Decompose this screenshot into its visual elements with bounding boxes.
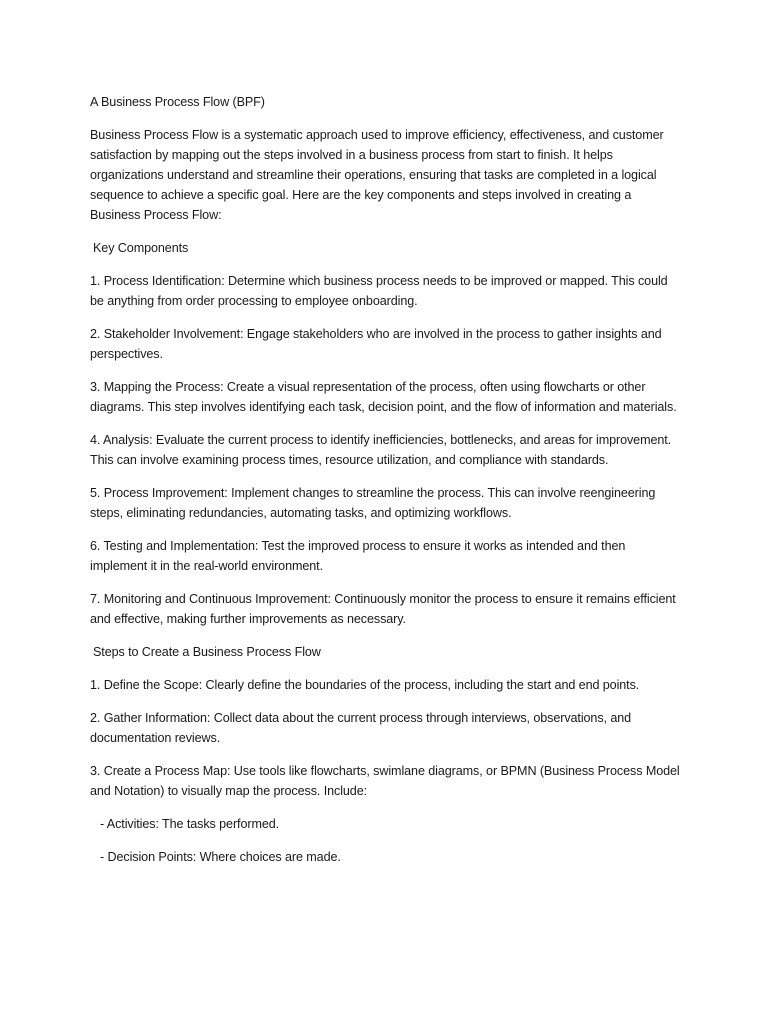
sub-item: - Decision Points: Where choices are made. [100, 850, 341, 864]
key-component-item: 5. Process Improvement: Implement changes to streamline the process. This can involve reengineering steps, eliminating redundancies, automating tasks, and optimizing workflows. [90, 486, 656, 520]
document-body [90, 92, 682, 880]
key-component-item: 4. Analysis: Evaluate the current process to identify inefficiencies, bottlenecks, and areas for improvement. This can involve examining process times, resource utilization, and compliance with standards. [90, 433, 672, 467]
step-item: 1. Define the Scope: Clearly define the boundaries of the process, including the start and end points. [90, 678, 640, 692]
sub-item: - Activities: The tasks performed. [100, 817, 280, 831]
key-components-heading: Key Components [93, 241, 189, 255]
intro-paragraph: Business Process Flow is a systematic approach used to improve efficiency, effectiveness, and customer satisfaction by mapping out the steps involved in a business process from start to finish. It helps organizations understand and streamline their operations, ensuring that tasks are completed in a logical sequence to achieve a specific goal. Here are the key components and steps involved in creating a Business Process Flow: [90, 128, 664, 222]
step-item: 3. Create a Process Map: Use tools like flowcharts, swimlane diagrams, or BPMN (Business Process Model and Notation) to visually map the process. Include: [90, 764, 680, 798]
key-component-item: 2. Stakeholder Involvement: Engage stakeholders who are involved in the process to gather insights and perspectives. [90, 327, 662, 361]
key-component-item: 6. Testing and Implementation: Test the improved process to ensure it works as intended and then implement it in the real-world environment. [90, 539, 626, 573]
key-component-item: 1. Process Identification: Determine which business process needs to be improved or mapped. This could be anything from order processing to employee onboarding. [90, 274, 668, 308]
step-item: 2. Gather Information: Collect data about the current process through interviews, observations, and documentation reviews. [90, 711, 632, 745]
key-component-item: 7. Monitoring and Continuous Improvement: Continuously monitor the process to ensure it remains efficient and effective, making further improvements as necessary. [90, 592, 676, 626]
steps-heading: Steps to Create a Business Process Flow [93, 645, 321, 659]
document-title: A Business Process Flow (BPF) [90, 95, 265, 109]
key-component-item: 3. Mapping the Process: Create a visual representation of the process, often using flowcharts or other diagrams. This step involves identifying each task, decision point, and the flow of information and materials. [90, 380, 677, 414]
